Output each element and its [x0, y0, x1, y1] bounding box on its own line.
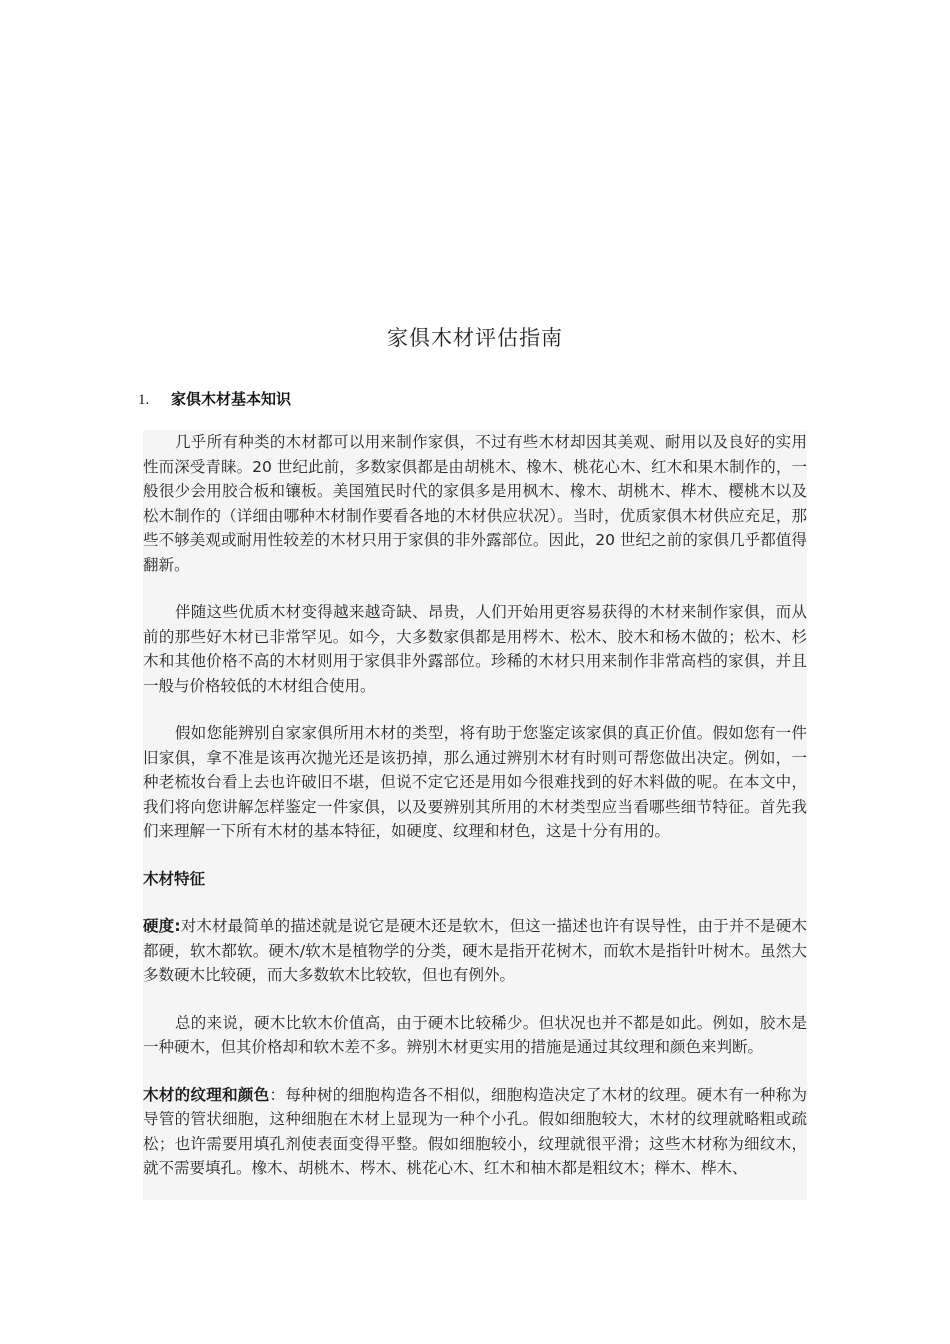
paragraph-scarcity: 伴随这些优质木材变得越来越奇缺、昂贵，人们开始用更容易获得的木材来制作家俱，而从前的那些好木材已非常罕见。如今，大多数家俱都是用梣木、松木、胶木和杨木做的；松木、杉木和其他价格不高的木材则用于家俱非外露部位。珍稀的木材只用来制作非常高档的家俱，并且一般与价格较低的木材组合使用。: [143, 603, 807, 695]
paragraph-summary: 总的来说，硬木比软木价值高，由于硬木比较稀少。但状况也并不都是如此。例如，胶木是一种硬木，但其价格却和软木差不多。辨别木材更实用的措施是通过其纹理和颜色来判断。: [143, 1013, 807, 1056]
paragraph-intro: 几乎所有种类的木材都可以用来制作家俱，不过有些木材却因其美观、耐用以及良好的实用性而深受青睐。20 世纪此前，多数家俱都是由胡桃木、橡木、桃花心木、红木和果木制作的，一般很少会用胶合板和镶板。美国殖民时代的家俱多是用枫木、橡木、胡桃木、桦木、樱桃木以及松木制作的（详细由哪种木材制作要看各地的木材供应状况）。当时，优质家俱木材供应充足，那些不够美观或耐用性较差的木材只用于家俱的非外露部位。因此，20 世纪之前的家俱几乎都值得翻新。: [143, 433, 807, 574]
paragraph-grain-color: [143, 1083, 807, 1181]
document-body: [143, 430, 807, 1200]
hardness-text: 对木材最简单的描述就是说它是硬木还是软木，但这一描述也许有误导性，由于并不是硬木都硬，软木都软。硬木/软木是植物学的分类，硬木是指开花树木，而软木是指针叶树木。虽然大多数硬木比较硬，而大多数软木比较软，但也有例外。: [143, 917, 807, 984]
grain-label: 木材的纹理和颜色: [143, 1085, 270, 1104]
subheading-wood-features: 木材特征: [143, 869, 206, 888]
paragraph-identify: 假如您能辨别自家家俱所用木材的类型，将有助于您鉴定该家俱的真正价值。假如您有一件旧家俱，拿不准是该再次抛光还是该扔掉，那么通过辨别木材有时则可帮您做出决定。例如，一种老梳妆台看上去也许破旧不堪，但说不定它还是用如今很难找到的好木料做的呢。在本文中，我们将向您讲解怎样鉴定一件家俱，以及要辨别其所用的木材类型应当看哪些细节特征。首先我们来理解一下所有木材的基本特征，如硬度、纹理和材色，这是十分有用的。: [143, 724, 807, 840]
grain-text: ：每种树的细胞构造各不相似，细胞构造决定了木材的纹理。硬木有一种称为导管的管状细胞，这种细胞在木材上显现为一种个小孔。假如细胞较大，木材的纹理就略粗或疏松；也许需要用填孔剂使表面变得平整。假如细胞较小，纹理就很平滑；这些木材称为细纹木，就不需要填孔。橡木、胡桃木、梣木、桃花心木、红木和柚木都是粗纹木；榉木、桦木、: [143, 1085, 807, 1177]
section-heading-text: 家俱木材基本知识: [171, 390, 292, 408]
paragraph-hardness: [143, 914, 807, 988]
section-number: 1.: [138, 392, 150, 408]
section-heading: [138, 388, 291, 409]
hardness-label: 硬度:: [143, 917, 181, 935]
page-title: 家俱木材评估指南: [387, 326, 563, 350]
